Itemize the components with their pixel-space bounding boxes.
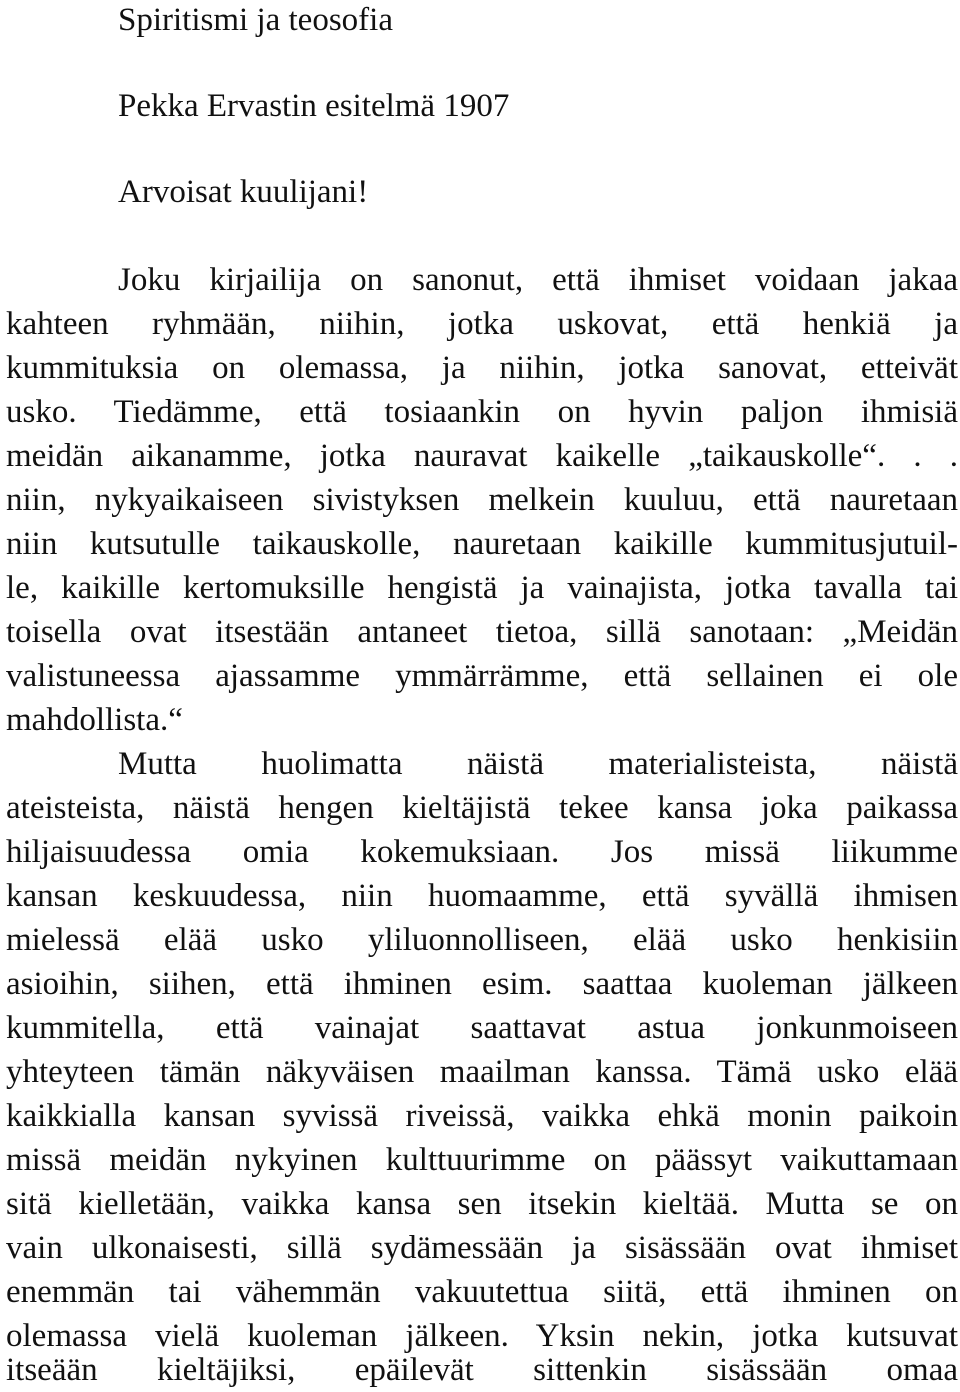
paragraph-line: yhteyteen tämän näkyväisen maailman kanssa. Tämä usko elää <box>6 1054 958 1090</box>
paragraph-line: kansan keskuudessa, niin huomaamme, että syvällä ihmisen <box>6 878 958 914</box>
paragraph-line: meidän aikanamme, jotka nauravat kaikelle „taikauskolle“. . . <box>6 438 958 474</box>
paragraph-line: hiljaisuudessa omia kokemuksiaan. Jos missä liikumme <box>6 834 958 870</box>
paragraph-line: vain ulkonaisesti, sillä sydämessään ja sisässään ovat ihmiset <box>6 1230 958 1266</box>
greeting-line: Arvoisat kuulijani! <box>118 174 369 210</box>
paragraph-line: missä meidän nykyinen kulttuurimme on päässyt vaikuttamaan <box>6 1142 958 1178</box>
paragraph-line: mielessä elää usko yliluonnolliseen, elää usko henkisiin <box>6 922 958 958</box>
paragraph-line: ateisteista, näistä hengen kieltäjistä tekee kansa joka paikassa <box>6 790 958 826</box>
paragraph-line: enemmän tai vähemmän vakuutettua siitä, että ihminen on <box>6 1274 958 1310</box>
paragraph-line: kummitella, että vainajat saattavat astua jonkunmoiseen <box>6 1010 958 1046</box>
paragraph-line: kahteen ryhmään, niihin, jotka uskovat, että henkiä ja <box>6 306 958 342</box>
document-subtitle: Pekka Ervastin esitelmä 1907 <box>118 88 510 124</box>
paragraph-line: olemassa vielä kuoleman jälkeen. Yksin nekin, jotka kutsuvat <box>6 1318 958 1354</box>
paragraph-line: niin, nykyaikaiseen sivistyksen melkein kuuluu, että nauretaan <box>6 482 958 518</box>
paragraph-line: kaikkialla kansan syvissä riveissä, vaikka ehkä monin paikoin <box>6 1098 958 1134</box>
paragraph-line: asioihin, siihen, että ihminen esim. saattaa kuoleman jälkeen <box>6 966 958 1002</box>
paragraph-line: toisella ovat itsestään antaneet tietoa, sillä sanotaan: „Meidän <box>6 614 958 650</box>
document-title: Spiritismi ja teosofia <box>118 2 393 38</box>
paragraph-line: Joku kirjailija on sanonut, että ihmiset voidaan jakaa <box>118 262 958 298</box>
paragraph-line: usko. Tiedämme, että tosiaankin on hyvin paljon ihmisiä <box>6 394 958 430</box>
paragraph-line: niin kutsutulle taikauskolle, nauretaan kaikille kummitusjutuil- <box>6 526 958 562</box>
paragraph-line: Mutta huolimatta näistä materialisteista, näistä <box>118 746 958 782</box>
paragraph-line: kummituksia on olemassa, ja niihin, jotka sanovat, etteivät <box>6 350 958 386</box>
paragraph-line: le, kaikille kertomuksille hengistä ja vainajista, jotka tavalla tai <box>6 570 958 606</box>
paragraph-line: itseään kieltäjiksi, epäilevät sittenkin sisässään omaa <box>6 1352 958 1388</box>
paragraph-line: sitä kielletään, vaikka kansa sen itsekin kieltää. Mutta se on <box>6 1186 958 1222</box>
paragraph-line: mahdollista.“ <box>6 702 183 738</box>
paragraph-line: valistuneessa ajassamme ymmärrämme, että sellainen ei ole <box>6 658 958 694</box>
